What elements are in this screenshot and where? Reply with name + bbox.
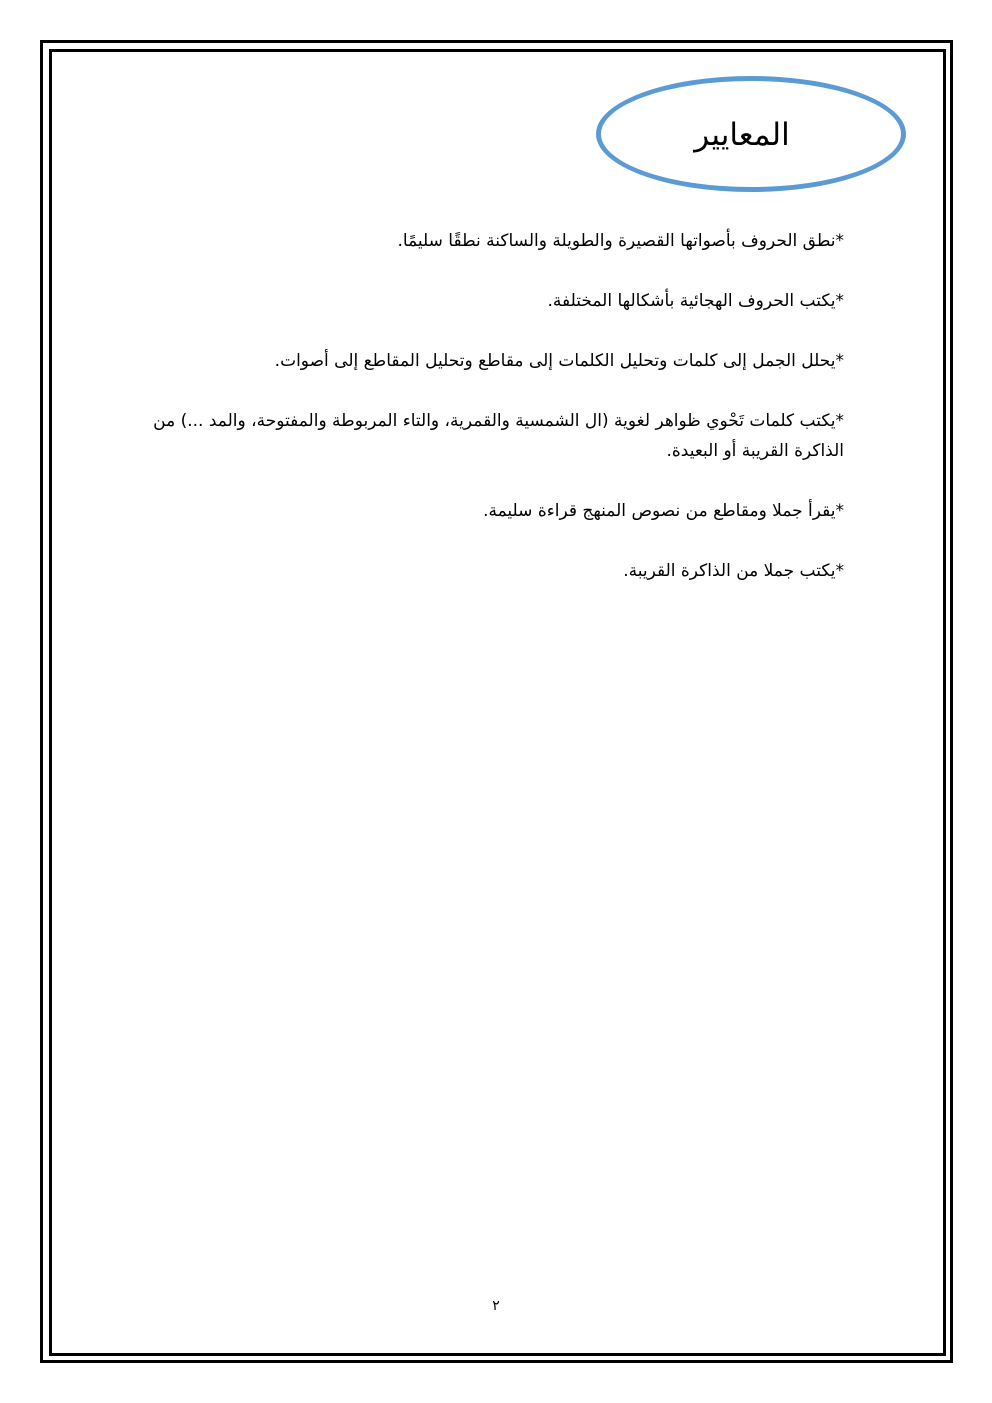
- criteria-list: [124, 226, 844, 616]
- page-title: المعايير: [694, 117, 790, 153]
- criteria-item: *يكتب كلمات تَحْوي ظواهر لغوية (ال الشمسية والقمرية، والتاء المربوطة والمفتوحة، والمد ...) من الذاكرة القريبة أو البعيدة.: [153, 411, 844, 461]
- criteria-item: *يقرأ جملا ومقاطع من نصوص المنهج قراءة سليمة.: [483, 501, 844, 521]
- criteria-item: *يكتب جملا من الذاكرة القريبة.: [623, 561, 844, 581]
- page-number: ٢: [492, 1298, 500, 1314]
- criteria-item: *يكتب الحروف الهجائية بأشكالها المختلفة.: [547, 291, 844, 311]
- criteria-item: *يحلل الجمل إلى كلمات وتحليل الكلمات إلى مقاطع وتحليل المقاطع إلى أصوات.: [274, 351, 844, 371]
- criteria-item: *نطق الحروف بأصواتها القصيرة والطويلة والساكنة نطقًا سليمًا.: [397, 231, 844, 251]
